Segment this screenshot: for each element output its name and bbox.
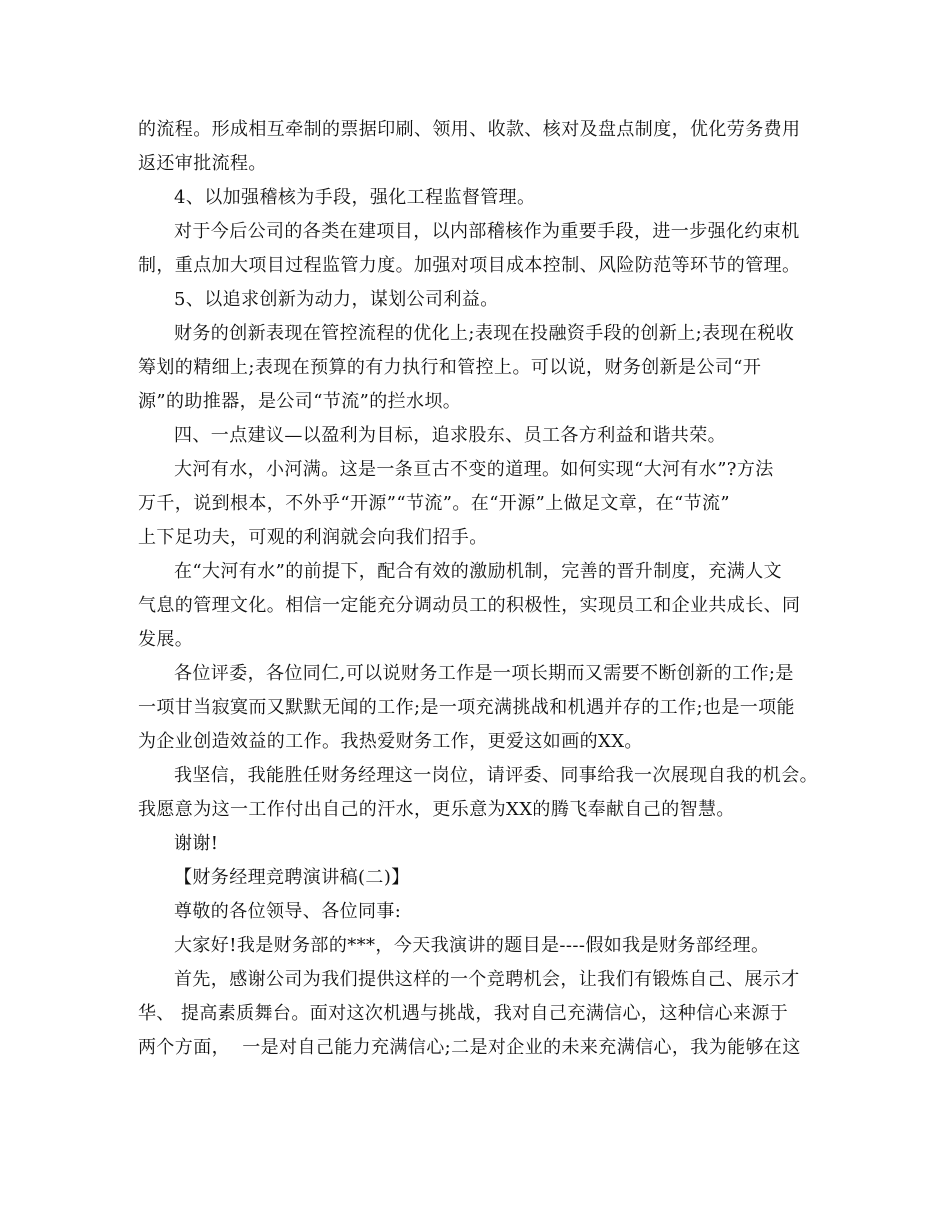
text-line: 在“大河有水”的前提下，配合有效的激励机制，完善的晋升制度，充满人文 — [174, 561, 783, 582]
text-line: 为企业创造效益的工作。我热爱财务工作，更爱这如画的XX。 — [138, 731, 643, 752]
text-line: 筹划的精细上;表现在预算的有力执行和管控上。可以说，财务创新是公司“开 — [138, 357, 762, 378]
document-body — [138, 113, 838, 1065]
text-line: 各位评委，各位同仁,可以说财务工作是一项长期而又需要不断创新的工作;是 — [174, 663, 794, 684]
text-line: 华、 提高素质舞台。面对这次机遇与挑战，我对自己充满信心，这种信心来源于 — [138, 1003, 789, 1024]
text-line: 返还审批流程。 — [138, 153, 267, 174]
text-line: 我愿意为这一工作付出自己的汗水，更乐意为XX的腾飞奉献自己的智慧。 — [138, 799, 735, 820]
text-line: 谢谢! — [174, 833, 219, 854]
text-line: 四、一点建议—以盈利为目标，追求股东、员工各方利益和谐共荣。 — [174, 425, 726, 446]
text-line: 4、以加强稽核为手段，强化工程监督管理。 — [174, 187, 536, 208]
text-line: 发展。 — [138, 629, 194, 650]
text-line: 大河有水，小河满。这是一条亘古不变的道理。如何实现“大河有水”?方法 — [174, 459, 774, 480]
text-line: 尊敬的各位领导、各位同事: — [174, 901, 402, 922]
text-line: 【财务经理竞聘演讲稿(二)】 — [174, 867, 410, 888]
text-line: 制，重点加大项目过程监管力度。加强对项目成本控制、风险防范等环节的管理。 — [138, 255, 801, 276]
text-line: 我坚信，我能胜任财务经理这一岗位，请评委、同事给我一次展现自我的机会。 — [174, 765, 818, 786]
text-line: 对于今后公司的各类在建项目，以内部稽核作为重要手段，进一步强化约束机 — [174, 221, 800, 242]
text-line: 两个方面， 一是对自己能力充满信心;二是对企业的未来充满信心，我为能够在这 — [138, 1037, 801, 1058]
text-line: 的流程。形成相互牵制的票据印刷、领用、收款、核对及盘点制度，优化劳务费用 — [138, 119, 801, 140]
text-line: 5、以追求创新为动力，谋划公司利益。 — [174, 289, 499, 310]
text-line: 首先，感谢公司为我们提供这样的一个竞聘机会，让我们有锻炼自己、展示才 — [174, 969, 800, 990]
text-line: 一项甘当寂寞而又默默无闻的工作;是一项充满挑战和机遇并存的工作;也是一项能 — [138, 697, 795, 718]
text-line: 源”的助推器，是公司“节流”的拦水坝。 — [138, 391, 462, 412]
text-line: 气息的管理文化。相信一定能充分调动员工的积极性，实现员工和企业共成长、同 — [138, 595, 801, 616]
text-line: 上下足功夫，可观的利润就会向我们招手。 — [138, 527, 488, 548]
text-line: 财务的创新表现在管控流程的优化上;表现在投融资手段的创新上;表现在税收 — [174, 323, 795, 344]
text-line: 大家好!我是财务部的***，今天我演讲的题目是----假如我是财务部经理。 — [174, 935, 770, 956]
text-line: 万千，说到根本，不外乎“开源”“节流”。在“开源”上做足文章，在“节流” — [138, 493, 731, 514]
